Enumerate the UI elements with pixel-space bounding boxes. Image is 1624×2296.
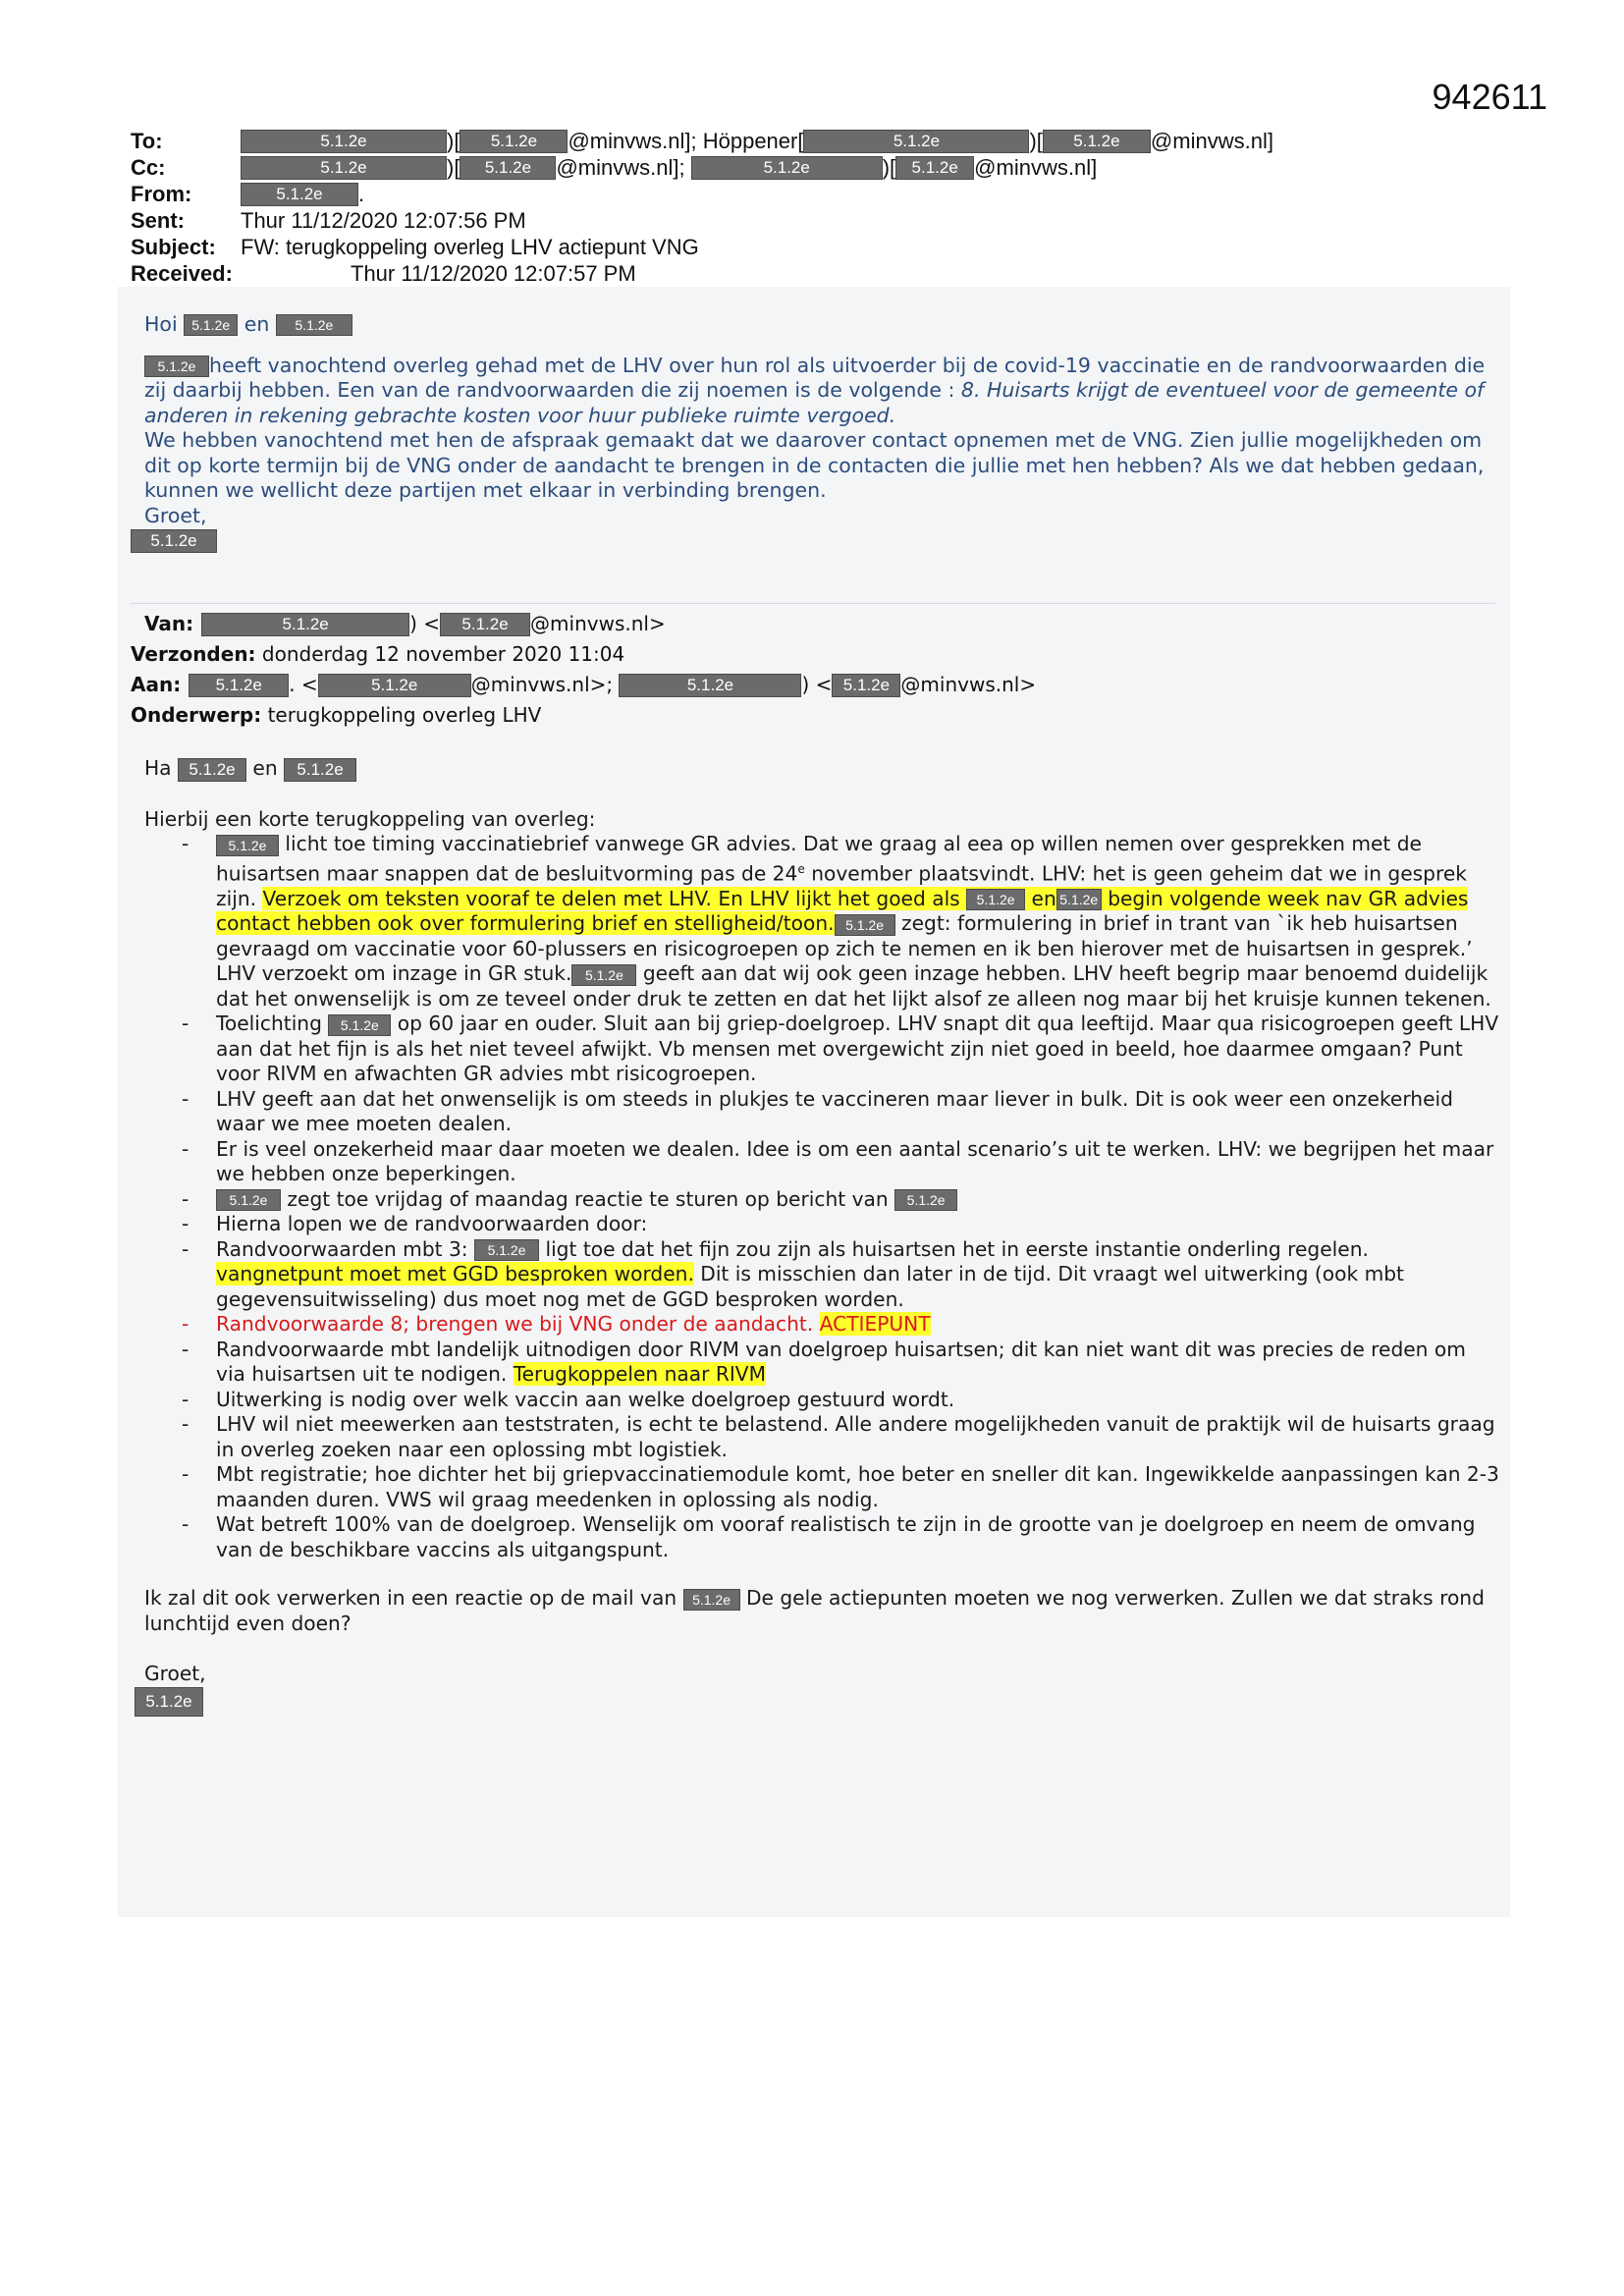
redaction: 5.1.2e (683, 1589, 740, 1611)
superscript: e (797, 861, 805, 876)
redaction: 5.1.2e (460, 130, 568, 153)
item-text: november plaatsvindt. LHV: het is geen geheim dat we in gesprek zijn. (216, 861, 1467, 910)
closing: Groet, (144, 1662, 206, 1686)
sent-label: Sent: (131, 208, 185, 233)
list-item: - LHV wil niet meewerken aan teststraten, is echt te belastend. Alle andere mogelijkheden vanuit de praktijk wil de huisarts graag in overleg zoeken naar een oplossing mbt logistiek. (182, 1412, 1499, 1462)
redaction: 5.1.2e (1056, 889, 1102, 910)
highlighted-text: en (1031, 886, 1056, 910)
redaction: 5.1.2e (691, 156, 883, 180)
item-text: op 60 jaar en ouder. Sluit aan bij griep-doelgroep. LHV snapt dit qua leeftijd. Maar qua risicogroepen geeft LHV aan dat het fijn is als het niet teveel afwijkt. Vb mensen met overgewicht zijn niet goed in beeld, hoe daarmee omgaan? Punt voor RIVM en afwachten GR advies mbt risicogroepen. (216, 1011, 1499, 1086)
van-label: Van: (144, 612, 194, 635)
outro-text: De gele actiepunten moeten we nog verwerken. Zullen we dat straks rond lunchtijd even doen? (144, 1586, 1485, 1635)
dot: . (358, 182, 365, 206)
bracket: )[ (447, 129, 460, 153)
list-item: - Mbt registratie; hoe dichter het bij griepvaccinatiemodule komt, hoe beter en sneller dit kan. Ingewikkelde aanpassingen kan 2-3 maanden duren. VWS wil graag meedenken in oplossing als nodig. (182, 1462, 1499, 1512)
redaction: 5.1.2e (216, 835, 279, 856)
and-text: en (252, 756, 278, 780)
email-domain: @minvws.nl]; (568, 129, 697, 153)
highlighted-text: vangnetpunt moet met GGD besproken worden. (216, 1262, 694, 1286)
highlighted-text: begin volgende week nav GR advies contact hebben ook over formulering brief en stelligheid/toon. (216, 886, 1469, 936)
outro-text: Ik zal dit ook verwerken in een reactie op de mail van (144, 1586, 677, 1611)
greeting (144, 756, 1499, 782)
item-text: Randvoorwaarden mbt 3: (216, 1236, 468, 1261)
email-domain: @minvws.nl] (1150, 129, 1273, 153)
paragraph (144, 354, 1499, 429)
redaction: 5.1.2e (241, 130, 447, 153)
redaction: 5.1.2e (460, 156, 556, 180)
bracket: )[ (447, 155, 460, 180)
outro (144, 1586, 1499, 1636)
bracket: ) < (409, 612, 441, 635)
item-text: Toelichting (216, 1011, 322, 1036)
email-header (131, 128, 1273, 287)
and-text: en (244, 312, 270, 336)
received-label: Received: (131, 261, 233, 286)
received-value: Thur 11/12/2020 12:07:57 PM (351, 261, 636, 286)
email-domain: @minvws.nl]; (556, 155, 685, 180)
signature (144, 1687, 1499, 1717)
list-item (182, 1011, 1499, 1087)
bracket: ) < (801, 673, 833, 696)
redaction: 5.1.2e (894, 1189, 957, 1211)
paragraph: We hebben vanochtend met hen de afspraak gemaakt dat we daarover contact opnemen met de VNG. Zien jullie mogelijkheden om dit op korte termijn bij de VNG onder de aandacht te brengen in de contacten die jullie met hen hebben? Als we dat hebben gedaan, kunnen we wellicht deze partijen met elkaar in verbinding brengen. (144, 428, 1485, 502)
verzonden-label: Verzonden: (131, 642, 256, 666)
item-text: ligt toe dat het fijn zou zijn als huisartsen het in eerste instantie onderling regelen. (545, 1236, 1369, 1261)
redaction: 5.1.2e (201, 613, 409, 636)
document-number: 942611 (1432, 77, 1547, 117)
list-item (182, 1338, 1499, 1388)
redaction: 5.1.2e (144, 355, 209, 377)
greeting-text: Ha (144, 756, 172, 780)
list-item: - Er is veel onzekerheid maar daar moeten we dealen. Idee is om een aantal scenario’s uit te werken. LHV: we begrijpen het maar we hebben onze beperkingen. (182, 1137, 1499, 1187)
greeting-text: Hoi (144, 312, 178, 336)
email-domain: @minvws.nl> (530, 612, 666, 635)
redaction: 5.1.2e (328, 1014, 391, 1036)
onderwerp-label: Onderwerp: (131, 703, 262, 727)
redaction: 5.1.2e (241, 183, 358, 206)
recipient-name: Höppener[ (702, 129, 804, 153)
greeting (144, 312, 1499, 338)
redaction: 5.1.2e (284, 758, 356, 782)
bracket: . < (289, 673, 318, 696)
message-body (144, 312, 1499, 554)
redaction: 5.1.2e (184, 314, 238, 336)
redaction: 5.1.2e (474, 1239, 539, 1261)
received-row (131, 260, 1273, 287)
redaction: 5.1.2e (131, 529, 217, 553)
redaction: 5.1.2e (318, 674, 471, 697)
item-text: Dit is misschien dan later in de tijd. Dit vraagt wel uitwerking (ook mbt gegevensuitwisseling) dus moet nog met de GGD besproken worden. (216, 1262, 1404, 1311)
redaction: 5.1.2e (571, 964, 636, 986)
item-text: licht toe timing vaccinatiebrief vanwege GR advies. Dat we graag al eea op willen nemen over gesprekken met de huisartsen maar snappen dat de besluitvorming pas de 24 (216, 832, 1422, 886)
subject-row (131, 234, 1273, 260)
quoted-condition: 8. Huisarts krijgt de eventueel voor de gemeente of anderen in rekening gebrachte kosten voor huur publieke ruimte vergoed. (144, 378, 1485, 427)
to-row (131, 128, 1273, 154)
redaction: 5.1.2e (440, 613, 530, 636)
aan-row (131, 670, 1036, 700)
list-item (182, 832, 1499, 1011)
list-item (182, 1237, 1499, 1313)
action-list (144, 832, 1499, 1562)
separator (131, 603, 1495, 604)
item-text: geeft aan dat wij ook geen inzage hebben. LHV heeft begrip maar benoemd duidelijk dat het onwenselijk is om ze teveel onder druk te zetten en dat het lijkt alsof ze alleen nog maar bij het kruisje kunnen tekenen. (216, 961, 1491, 1011)
list-item: - Wat betreft 100% van de doelgroep. Wenselijk om vooraf realistisch te zijn in de grootte van je doelgroep en neem de omvang van de beschikbare vaccins als uitgangspunt. (182, 1512, 1499, 1562)
item-text: zegt toe vrijdag of maandag reactie te sturen op bericht van (287, 1186, 889, 1211)
van-row (131, 609, 1036, 639)
highlighted-text: Verzoek om teksten vooraf te delen met LHV. En LHV lijkt het goed als (262, 886, 960, 910)
redaction: 5.1.2e (619, 674, 801, 697)
item-text: zegt: formulering in brief in trant van `ik heb huisartsen gevraagd om vaccinatie voor 60-plussers en risicogroepen op zich te nemen en ik ben hierover met de huisartsen in gesprek.’ LHV verzoekt om inzage in GR stuk. (216, 911, 1473, 986)
paragraph-text: heeft vanochtend overleg gehad met de LHV over hun rol als uitvoerder bij de covid-19 vaccinatie en de randvoorwaarden die zij daarbij hebben. Een van de randvoorwaarden die zij noemen is de volgende : (144, 353, 1486, 402)
list-item (182, 1187, 1499, 1213)
from-row (131, 181, 1273, 207)
to-label: To: (131, 129, 163, 153)
forwarded-header (131, 609, 1036, 731)
redaction: 5.1.2e (216, 1189, 281, 1211)
redaction: 5.1.2e (135, 1687, 203, 1717)
redaction: 5.1.2e (803, 130, 1029, 153)
email-domain: @minvws.nl> (900, 673, 1037, 696)
list-item: - Uitwerking is nodig over welk vaccin aan welke doelgroep gestuurd wordt. (182, 1388, 1499, 1413)
redaction: 5.1.2e (276, 314, 352, 336)
sent-row (131, 207, 1273, 234)
redaction: 5.1.2e (178, 758, 246, 782)
redaction: 5.1.2e (895, 156, 974, 180)
aan-label: Aan: (131, 673, 182, 696)
sent-value: Thur 11/12/2020 12:07:56 PM (241, 208, 526, 233)
subject-value: FW: terugkoppeling overleg LHV actiepunt VNG (241, 235, 699, 259)
verzonden-value: donderdag 12 november 2020 11:04 (261, 642, 625, 666)
redaction: 5.1.2e (832, 674, 900, 697)
email-domain: @minvws.nl>; (470, 673, 614, 696)
signature (144, 528, 1499, 554)
onderwerp-row (131, 700, 1036, 731)
intro: Hierbij een korte terugkoppeling van overleg: (144, 806, 596, 831)
cc-row (131, 154, 1273, 181)
item-text: Randvoorwaarde mbt landelijk uitnodigen door RIVM van doelgroep huisartsen; dit kan niet want dit was precies de reden om via huisartsen uit te nodigen. (216, 1337, 1466, 1387)
verzonden-row (131, 639, 1036, 670)
subject-label: Subject: (131, 235, 216, 259)
forwarded-message-body (144, 756, 1499, 1717)
item-text: Randvoorwaarde 8; brengen we bij VNG onder de aandacht. (216, 1312, 814, 1337)
onderwerp-value: terugkoppeling overleg LHV (267, 703, 542, 727)
bracket: )[ (882, 155, 896, 180)
redaction: 5.1.2e (835, 914, 895, 936)
from-label: From: (131, 182, 192, 206)
cc-label: Cc: (131, 155, 166, 180)
list-item (182, 1312, 1499, 1338)
list-item: - Hierna lopen we de randvoorwaarden door: (182, 1212, 1499, 1237)
closing: Groet, (144, 503, 207, 527)
redaction: 5.1.2e (966, 889, 1025, 910)
redaction: 5.1.2e (189, 674, 289, 697)
list-item: - LHV geeft aan dat het onwenselijk is om steeds in plukjes te vaccineren maar liever in bulk. Dit is ook weer een onzekerheid waar we mee moeten dealen. (182, 1087, 1499, 1137)
action-point-label: ACTIEPUNT (819, 1312, 931, 1337)
email-domain: @minvws.nl] (974, 155, 1098, 180)
bracket: )[ (1029, 129, 1043, 153)
redaction: 5.1.2e (241, 156, 447, 180)
highlighted-text: Terugkoppelen naar RIVM (513, 1362, 767, 1387)
redaction: 5.1.2e (1043, 130, 1151, 153)
